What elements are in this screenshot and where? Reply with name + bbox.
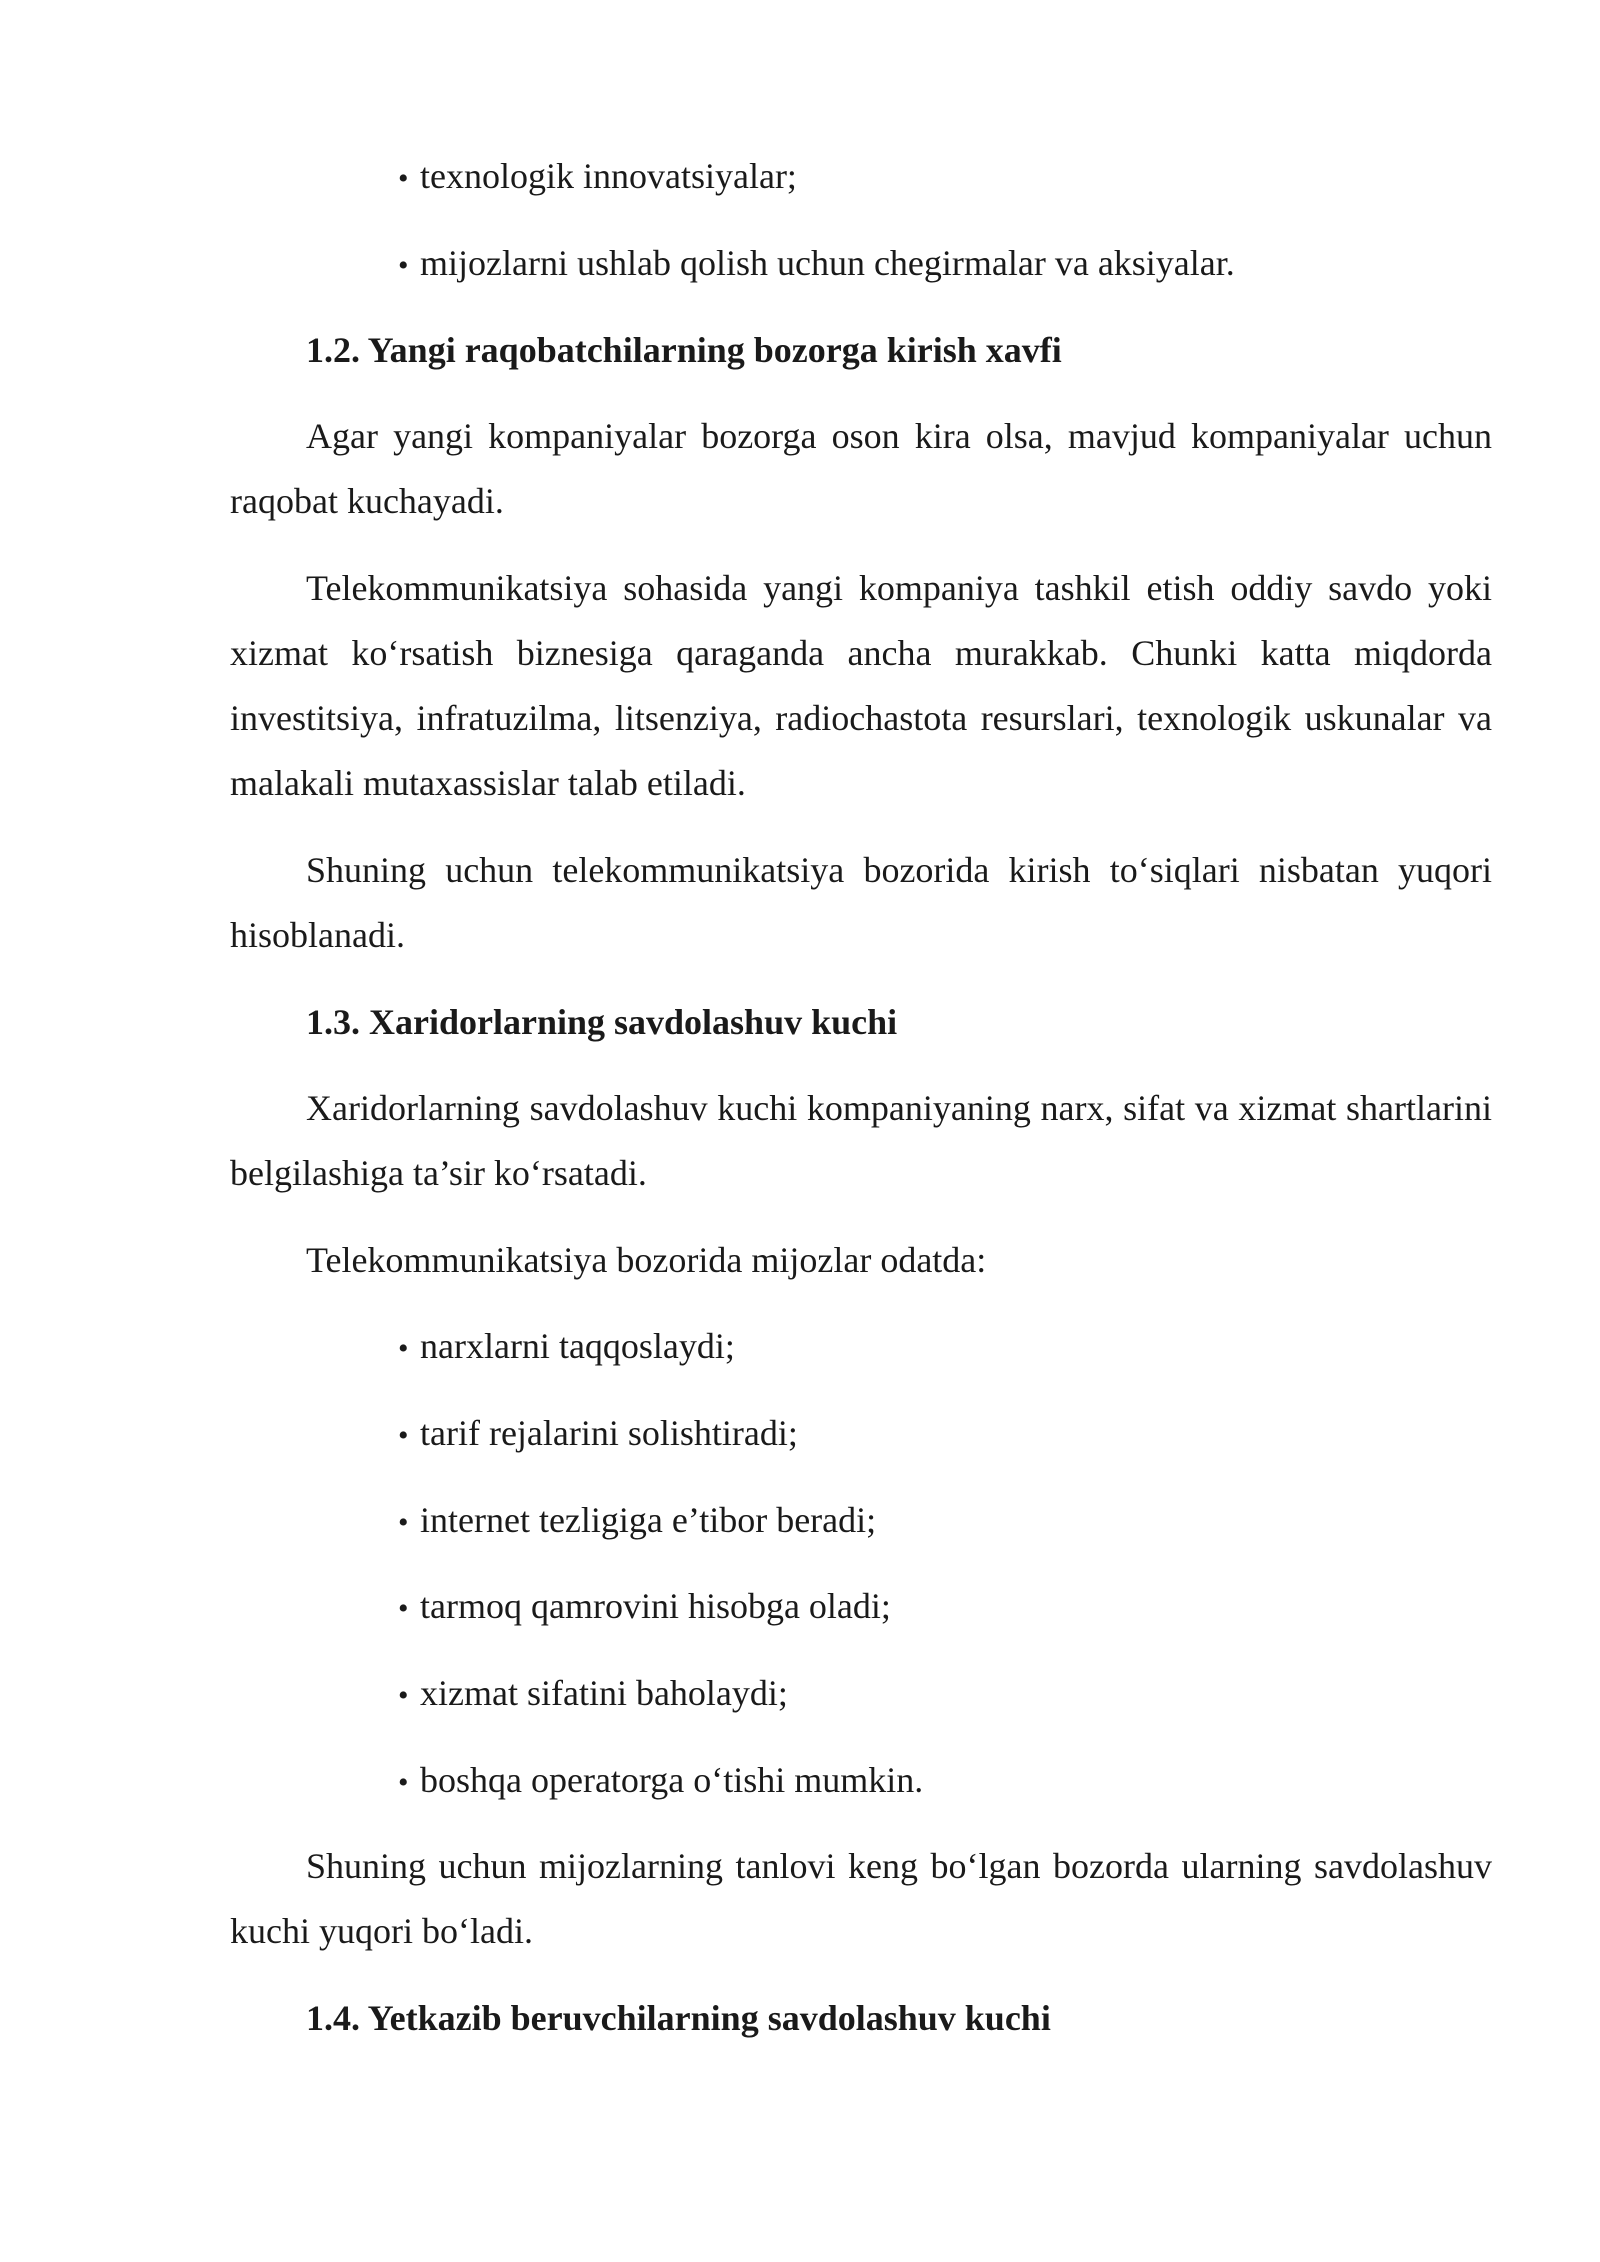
- list-item: • xizmat sifatini baholaydi;: [398, 1661, 788, 1728]
- bullet-icon: •: [398, 1419, 409, 1452]
- list-item: • internet tezligiga e’tibor beradi;: [398, 1488, 876, 1555]
- list-item: • mijozlarni ushlab qolish uchun chegirmalar va aksiyalar.: [398, 231, 1235, 298]
- list-item: • narxlarni taqqoslaydi;: [398, 1314, 735, 1381]
- list-item: • boshqa operatorga o‘tishi mumkin.: [398, 1748, 923, 1815]
- bullet-icon: •: [398, 1592, 409, 1625]
- section-heading: 1.2. Yangi raqobatchilarning bozorga kirish xavfi: [306, 330, 1062, 370]
- list-item: • tarif rejalarini solishtiradi;: [398, 1401, 798, 1468]
- paragraph: Xaridorlarning savdolashuv kuchi kompaniyaning narx, sifat va xizmat shartlarini belgilashiga ta’sir ko‘rsatadi.: [230, 1088, 1492, 1193]
- paragraph: Telekommunikatsiya sohasida yangi kompaniya tashkil etish oddiy savdo yoki xizmat ko‘rsatish biznesiga qaraganda ancha murakkab. Chunki katta miqdorda investitsiya, infratuzilma, litsenziya, radiochastota resurslari, texnologik uskunalar va malakali mutaxassislar talab etiladi.: [230, 568, 1492, 803]
- list-item: • tarmoq qamrovini hisobga oladi;: [398, 1574, 891, 1641]
- bullet-icon: •: [398, 1766, 409, 1799]
- section-heading: 1.4. Yetkazib beruvchilarning savdolashuv kuchi: [306, 1998, 1051, 2038]
- paragraph: Telekommunikatsiya bozorida mijozlar odatda:: [306, 1240, 987, 1280]
- bullet-icon: •: [398, 162, 409, 195]
- bullet-icon: •: [398, 1679, 409, 1712]
- paragraph: Shuning uchun telekommunikatsiya bozorida kirish to‘siqlari nisbatan yuqori hisoblanadi.: [230, 850, 1492, 955]
- bullet-icon: •: [398, 1332, 409, 1365]
- section-heading: 1.3. Xaridorlarning savdolashuv kuchi: [306, 1002, 898, 1042]
- list-item: • texnologik innovatsiyalar;: [398, 144, 797, 211]
- bullet-icon: •: [398, 249, 409, 282]
- bullet-icon: •: [398, 1506, 409, 1539]
- paragraph: Shuning uchun mijozlarning tanlovi keng bo‘lgan bozorda ularning savdolashuv kuchi yuqori bo‘ladi.: [230, 1846, 1492, 1951]
- paragraph: Agar yangi kompaniyalar bozorga oson kira olsa, mavjud kompaniyalar uchun raqobat kuchayadi.: [230, 416, 1492, 521]
